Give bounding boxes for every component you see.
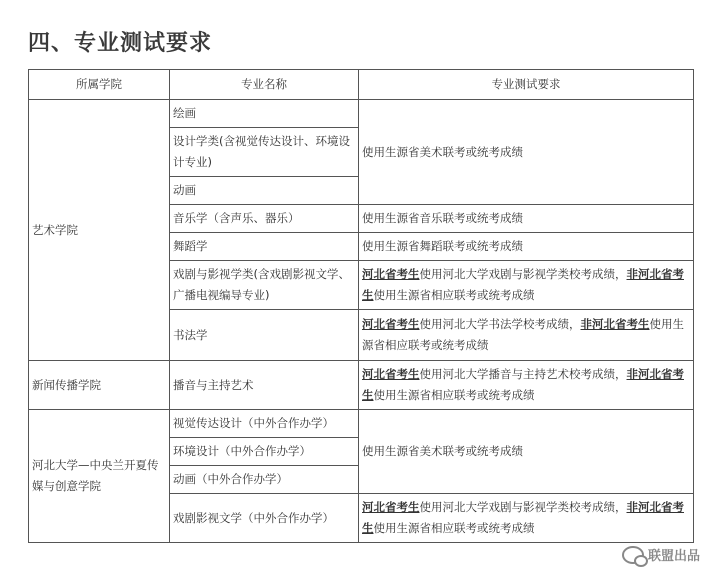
req-drama [359,261,694,310]
hebei-text: 使用河北大学播音与主持艺术校考成绩， [419,367,627,381]
hebei-label: 河北省考生 [362,367,420,381]
non-hebei-label: 非河北省考生 [362,500,684,535]
major-calligraphy: 书法学 [170,310,359,361]
major-drama: 戏剧与影视学类(含戏剧影视文学、广播电视编导专业) [170,261,359,310]
non-hebei-label: 非河北省考生 [362,267,684,302]
requirements-table [28,69,694,543]
req-dance-exam: 使用生源省舞蹈联考或统考成绩 [359,233,694,261]
req-music-exam: 使用生源省音乐联考或统考成绩 [359,205,694,233]
major-anim-joint: 动画（中外合作办学） [170,466,359,494]
table-header-row [29,70,694,100]
hebei-label: 河北省考生 [362,500,420,514]
hebei-text: 使用河北大学戏剧与影视学类校考成绩， [419,500,627,514]
header-major: 专业名称 [170,70,359,100]
req-joint-art-exam: 使用生源省美术联考或统考成绩 [359,410,694,494]
non-hebei-text: 使用生源省相应联考或统考成绩 [373,521,535,535]
hebei-text: 使用河北大学书法学校考成绩， [419,317,581,331]
header-requirement: 专业测试要求 [359,70,694,100]
non-hebei-text: 使用生源省相应联考或统考成绩 [373,388,535,402]
non-hebei-label: 非河北省考生 [580,317,650,331]
watermark [622,545,700,564]
wechat-icon [622,546,644,564]
non-hebei-text: 使用生源省相应联考或统考成绩 [362,317,684,352]
major-dance: 舞蹈学 [170,233,359,261]
page-title: 四、专业测试要求 [28,31,213,56]
college-joint: 河北大学—中央兰开夏传媒与创意学院 [29,410,170,543]
major-drama-joint: 戏剧影视文学（中外合作办学） [170,494,359,543]
hebei-label: 河北省考生 [362,267,420,281]
major-broadcast: 播音与主持艺术 [170,361,359,410]
college-art: 艺术学院 [29,100,170,361]
non-hebei-text: 使用生源省相应联考或统考成绩 [373,288,535,302]
req-broadcast [359,361,694,410]
non-hebei-label: 非河北省考生 [362,367,684,402]
major-music: 音乐学（含声乐、器乐） [170,205,359,233]
major-animation: 动画 [170,177,359,205]
req-calligraphy [359,310,694,361]
header-college: 所属学院 [29,70,170,100]
table-row [29,410,694,438]
req-drama-joint [359,494,694,543]
major-painting: 绘画 [170,100,359,128]
table-row [29,361,694,410]
table-row [29,100,694,128]
major-design: 设计学类(含视觉传达设计、环境设计专业) [170,128,359,177]
watermark-text: 联盟出品 [647,549,700,564]
hebei-label: 河北省考生 [362,317,420,331]
major-env-joint: 环境设计（中外合作办学） [170,438,359,466]
req-art-exam: 使用生源省美术联考或统考成绩 [359,100,694,205]
major-visual-joint: 视觉传达设计（中外合作办学） [170,410,359,438]
hebei-text: 使用河北大学戏剧与影视学类校考成绩， [419,267,627,281]
college-news: 新闻传播学院 [29,361,170,410]
